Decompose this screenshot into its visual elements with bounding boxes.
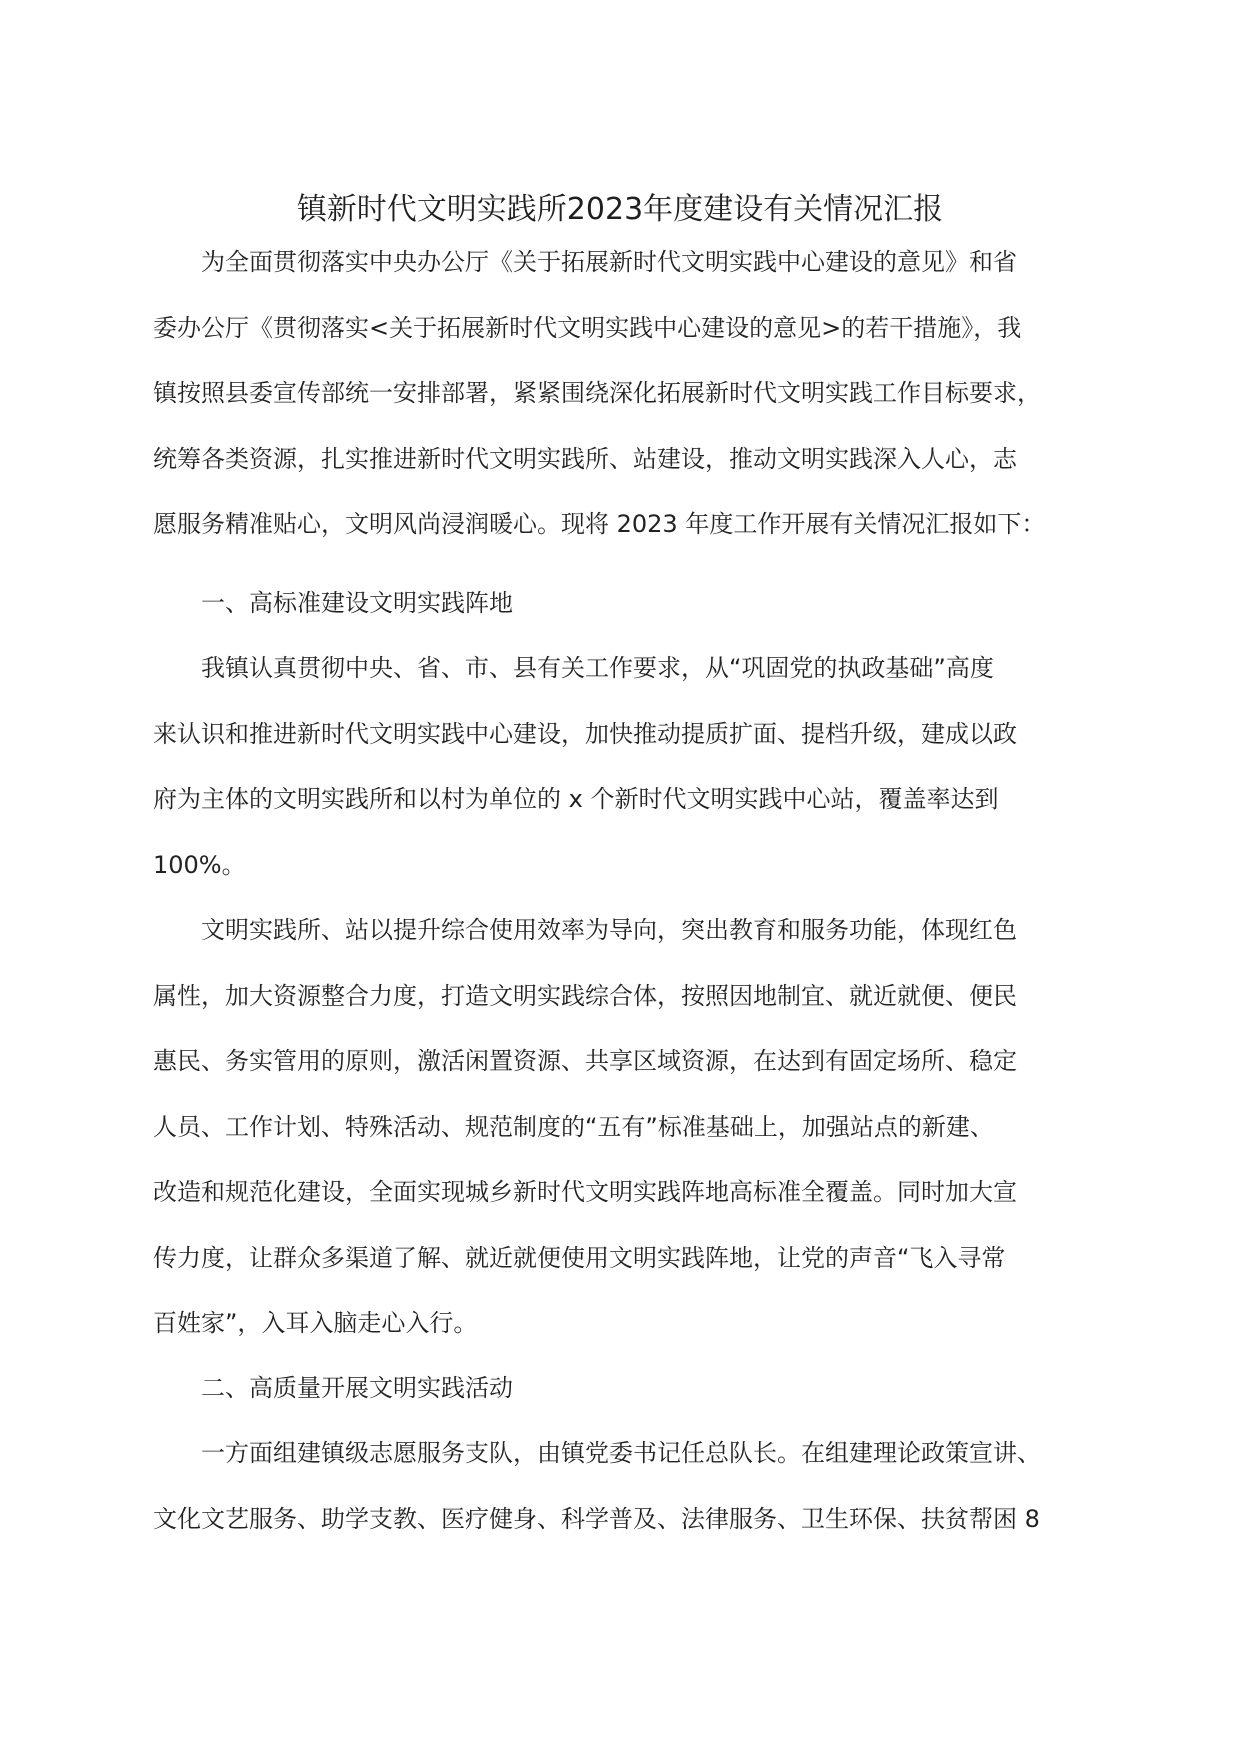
paragraph-line: 府为主体的文明实践所和以村为单位的 x 个新时代文明实践中心站，覆盖率达到 [153, 785, 999, 813]
paragraph-line: 改造和规范化建设，全面实现城乡新时代文明实践阵地高标准全覆盖。同时加大宣 [153, 1178, 1017, 1206]
paragraph-line: 我镇认真贯彻中央、省、市、县有关工作要求，从“巩固党的执政基础”高度 [201, 654, 994, 682]
document-title: 镇新时代文明实践所2023年度建设有关情况汇报 [296, 192, 944, 227]
paragraph-line: 人员、工作计划、特殊活动、规范制度的“五有”标准基础上，加强站点的新建、 [153, 1112, 994, 1141]
section-1-paragraph-2 [153, 898, 1085, 1357]
intro-line: 愿服务精准贴心，文明风尚浸润暖心。现将 2023 年度工作开展有关情况汇报如下： [153, 510, 1046, 538]
paragraph-line: 文明实践所、站以提升综合使用效率为导向，突出教育和服务功能，体现红色 [201, 916, 1017, 944]
paragraph-line: 惠民、务实管用的原则，激活闲置资源、共享区域资源，在达到有固定场所、稳定 [153, 1047, 1017, 1075]
paragraph-line: 属性，加大资源整合力度，打造文明实践综合体，按照因地制宜、就近就便、便民 [153, 981, 1017, 1010]
section-1-paragraph-1 [153, 636, 1085, 898]
paragraph-line: 文化文艺服务、助学支教、医疗健身、科学普及、法律服务、卫生环保、扶贫帮困 8 [153, 1504, 1040, 1533]
paragraph-line: 传力度，让群众多渠道了解、就近就便使用文明实践阵地，让党的声音“飞入寻常 [153, 1243, 1006, 1272]
paragraph-line: 一方面组建镇级志愿服务支队，由镇党委书记任总队长。在组建理论政策宣讲、 [201, 1439, 1041, 1467]
intro-line: 为全面贯彻落实中央办公厅《关于拓展新时代文明实践中心建设的意见》和省 [201, 248, 1017, 276]
intro-line: 镇按照县委宣传部统一安排部署，紧紧围绕深化拓展新时代文明实践工作目标要求， [153, 379, 1041, 407]
intro-line: 委办公厅《贯彻落实<关于拓展新时代文明实践中心建设的意见>的若干措施》，我 [153, 313, 1022, 342]
intro-line: 统筹各类资源，扎实推进新时代文明实践所、站建设，推动文明实践深入人心，志 [153, 444, 1017, 473]
section-2-heading: 二、高质量开展文明实践活动 [201, 1374, 513, 1402]
intro-paragraph [153, 230, 1085, 558]
paragraph-line: 来认识和推进新时代文明实践中心建设，加快推动提质扩面、提档升级，建成以政 [153, 719, 1017, 748]
section-1-heading: 一、高标准建设文明实践阵地 [201, 589, 513, 617]
paragraph-line: 百姓家”，入耳入脑走心入行。 [153, 1309, 478, 1337]
section-2-paragraph-1 [153, 1421, 1085, 1552]
paragraph-line: 100%。 [153, 850, 246, 879]
